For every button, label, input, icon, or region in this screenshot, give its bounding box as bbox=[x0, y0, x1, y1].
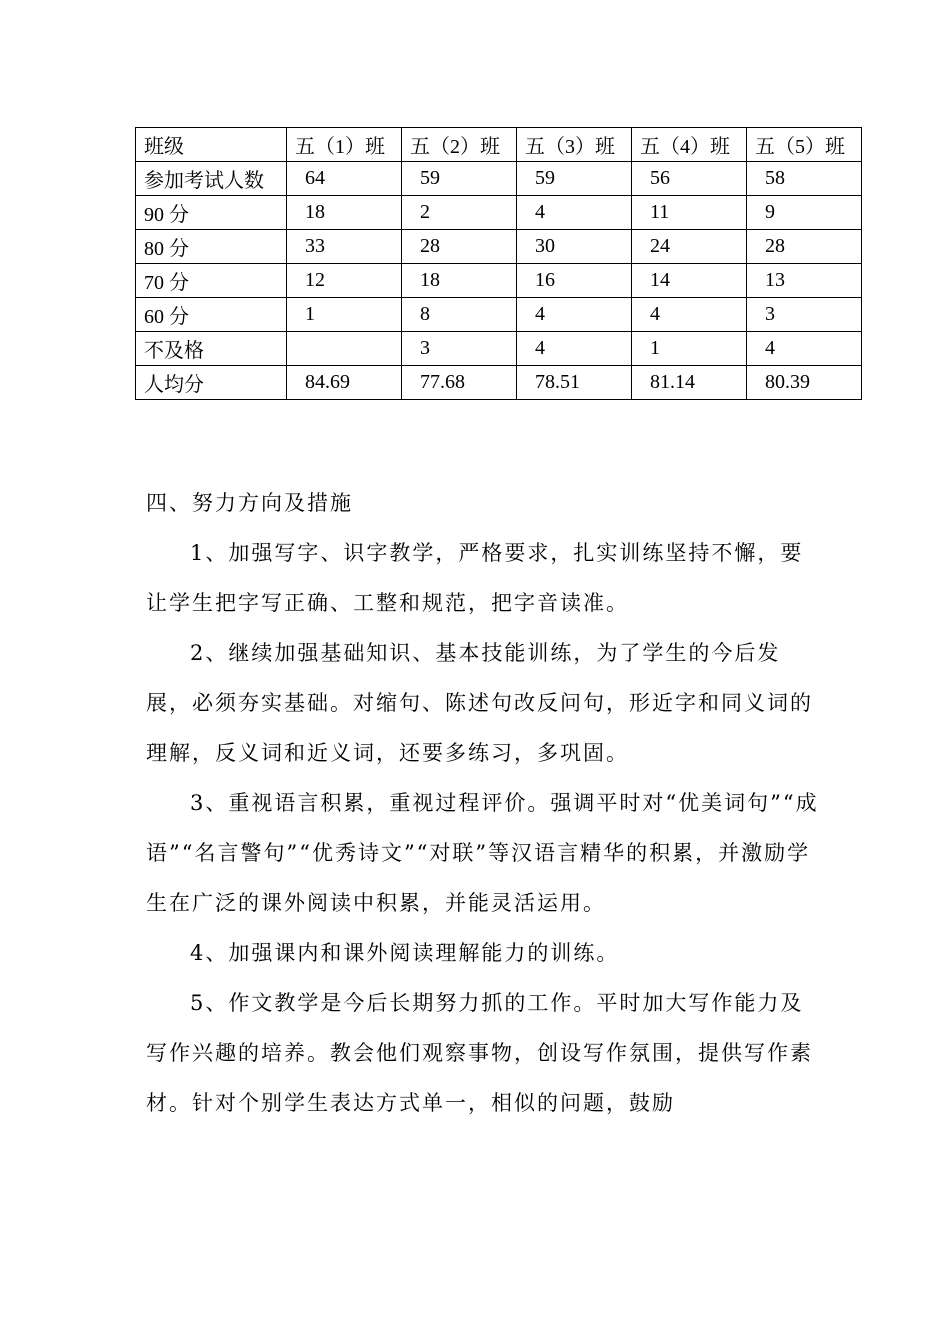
value-cell: 1 bbox=[287, 298, 402, 332]
value-cell: 16 bbox=[517, 264, 632, 298]
value-cell: 80.39 bbox=[747, 366, 862, 400]
value-cell: 30 bbox=[517, 230, 632, 264]
value-cell: 59 bbox=[517, 162, 632, 196]
value-cell bbox=[287, 332, 402, 366]
table-row bbox=[136, 264, 862, 298]
value-cell: 11 bbox=[632, 196, 747, 230]
value-cell: 81.14 bbox=[632, 366, 747, 400]
table-header-row bbox=[136, 128, 862, 162]
score-table-body bbox=[136, 128, 862, 400]
value-cell: 24 bbox=[632, 230, 747, 264]
value-cell: 4 bbox=[517, 332, 632, 366]
value-cell: 3 bbox=[402, 332, 517, 366]
measures-section bbox=[146, 478, 826, 1128]
value-cell: 56 bbox=[632, 162, 747, 196]
measure-item-4: 4、加强课内和课外阅读理解能力的训练。 bbox=[190, 941, 620, 965]
measure-item-3: 3、重视语言积累，重视过程评价。强调平时对“优美词句”“成语”“名言警句”“优秀诗文”“对联”等汉语言精华的积累，并激励学生在广泛的课外阅读中积累，并能灵活运用。 bbox=[146, 791, 819, 915]
value-cell: 13 bbox=[747, 264, 862, 298]
table-row bbox=[136, 230, 862, 264]
value-cell: 14 bbox=[632, 264, 747, 298]
header-cell: 五（2）班 bbox=[402, 128, 517, 162]
value-cell: 4 bbox=[517, 298, 632, 332]
header-cell: 班级 bbox=[136, 128, 287, 162]
row-label-cell: 不及格 bbox=[136, 332, 287, 366]
value-cell: 8 bbox=[402, 298, 517, 332]
value-cell: 58 bbox=[747, 162, 862, 196]
value-cell: 33 bbox=[287, 230, 402, 264]
value-cell: 18 bbox=[287, 196, 402, 230]
value-cell: 18 bbox=[402, 264, 517, 298]
value-cell: 3 bbox=[747, 298, 862, 332]
table-row bbox=[136, 162, 862, 196]
row-label-cell: 参加考试人数 bbox=[136, 162, 287, 196]
header-cell: 五（5）班 bbox=[747, 128, 862, 162]
value-cell: 1 bbox=[632, 332, 747, 366]
row-label-cell: 80 分 bbox=[136, 230, 287, 264]
value-cell: 4 bbox=[747, 332, 862, 366]
value-cell: 64 bbox=[287, 162, 402, 196]
measure-item-1: 1、加强写字、识字教学，严格要求，扎实训练坚持不懈，要让学生把字写正确、工整和规范，把字音读准。 bbox=[146, 541, 804, 615]
value-cell: 4 bbox=[632, 298, 747, 332]
row-label-cell: 70 分 bbox=[136, 264, 287, 298]
table-row bbox=[136, 298, 862, 332]
value-cell: 4 bbox=[517, 196, 632, 230]
measure-item-2: 2、继续加强基础知识、基本技能训练，为了学生的今后发展，必须夯实基础。对缩句、陈述句改反问句，形近字和同义词的理解，反义词和近义词，还要多练习，多巩固。 bbox=[146, 641, 813, 765]
row-label-cell: 人均分 bbox=[136, 366, 287, 400]
section-heading: 四、努力方向及措施 bbox=[146, 491, 353, 515]
value-cell: 84.69 bbox=[287, 366, 402, 400]
value-cell: 2 bbox=[402, 196, 517, 230]
header-cell: 五（3）班 bbox=[517, 128, 632, 162]
value-cell: 78.51 bbox=[517, 366, 632, 400]
value-cell: 28 bbox=[747, 230, 862, 264]
score-table bbox=[135, 127, 862, 400]
row-label-cell: 60 分 bbox=[136, 298, 287, 332]
value-cell: 12 bbox=[287, 264, 402, 298]
value-cell: 28 bbox=[402, 230, 517, 264]
value-cell: 9 bbox=[747, 196, 862, 230]
table-row bbox=[136, 366, 862, 400]
measure-item-5: 5、作文教学是今后长期努力抓的工作。平时加大写作能力及写作兴趣的培养。教会他们观察事物，创设写作氛围，提供写作素材。针对个别学生表达方式单一，相似的问题，鼓励 bbox=[146, 991, 813, 1115]
header-cell: 五（4）班 bbox=[632, 128, 747, 162]
row-label-cell: 90 分 bbox=[136, 196, 287, 230]
header-cell: 五（1）班 bbox=[287, 128, 402, 162]
table-row bbox=[136, 332, 862, 366]
value-cell: 59 bbox=[402, 162, 517, 196]
value-cell: 77.68 bbox=[402, 366, 517, 400]
table-row bbox=[136, 196, 862, 230]
